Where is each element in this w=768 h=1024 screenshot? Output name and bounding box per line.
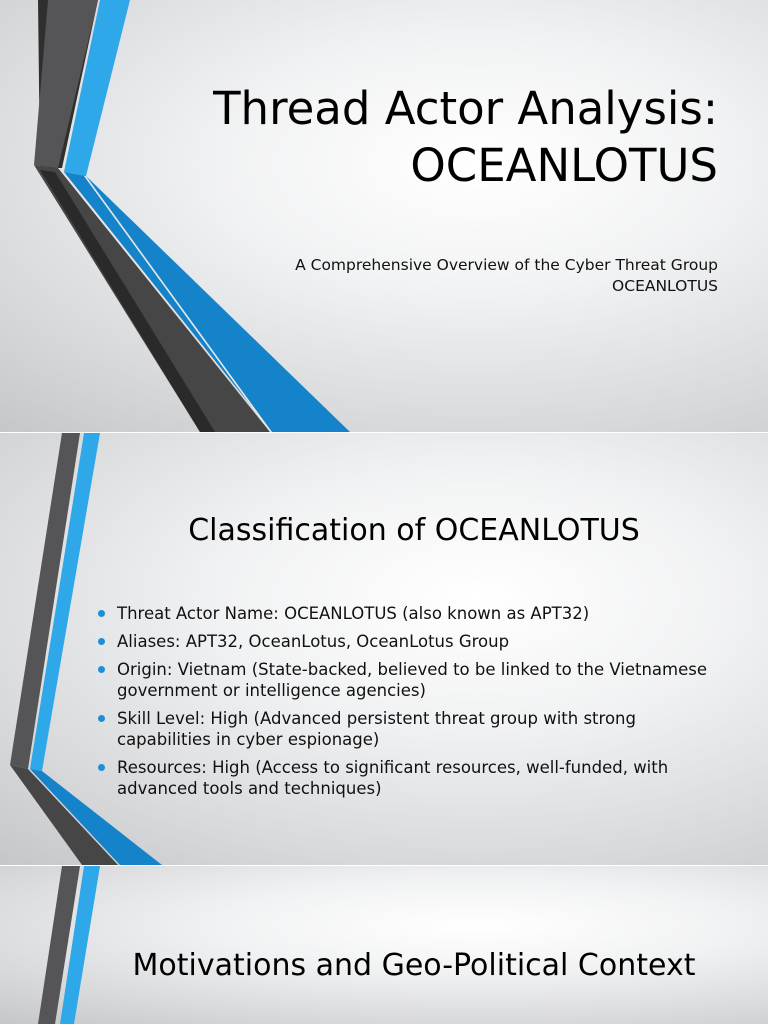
slide-title: Classification of OCEANLOTUS: [188, 513, 640, 548]
bullet-dot-icon: [98, 638, 105, 645]
slide-title: Thread Actor Analysis: OCEANLOTUS: [213, 82, 718, 192]
list-item: [98, 708, 718, 750]
bullet-dot-icon: [98, 610, 105, 617]
list-item: [98, 659, 718, 701]
list-item: [98, 603, 718, 624]
slide-decoration: [0, 866, 768, 1024]
slide-subtitle: A Comprehensive Overview of the Cyber Threat Group OCEANLOTUS: [295, 256, 718, 295]
list-item: [98, 757, 718, 799]
bullet-list: [98, 603, 718, 806]
title-slide: [0, 0, 768, 432]
slide-decoration: [0, 0, 768, 432]
list-item: [98, 631, 718, 652]
list-item-text: Aliases: APT32, OceanLotus, OceanLotus Group: [117, 632, 510, 651]
list-item-text: Resources: High (Access to significant resources, well-funded, with advanced tools and techniques): [117, 758, 669, 798]
list-item-text: Threat Actor Name: OCEANLOTUS (also known as APT32): [117, 604, 590, 623]
bullet-dot-icon: [98, 666, 105, 673]
classification-slide: [0, 433, 768, 865]
bullet-dot-icon: [98, 764, 105, 771]
list-item-text: Skill Level: High (Advanced persistent threat group with strong capabilities in cyber espionage): [117, 709, 636, 749]
list-item-text: Origin: Vietnam (State-backed, believed to be linked to the Vietnamese government or intelligence agencies): [117, 660, 708, 700]
bullet-dot-icon: [98, 715, 105, 722]
motivations-slide: [0, 866, 768, 1024]
slide-title: Motivations and Geo-Political Context: [132, 948, 696, 983]
